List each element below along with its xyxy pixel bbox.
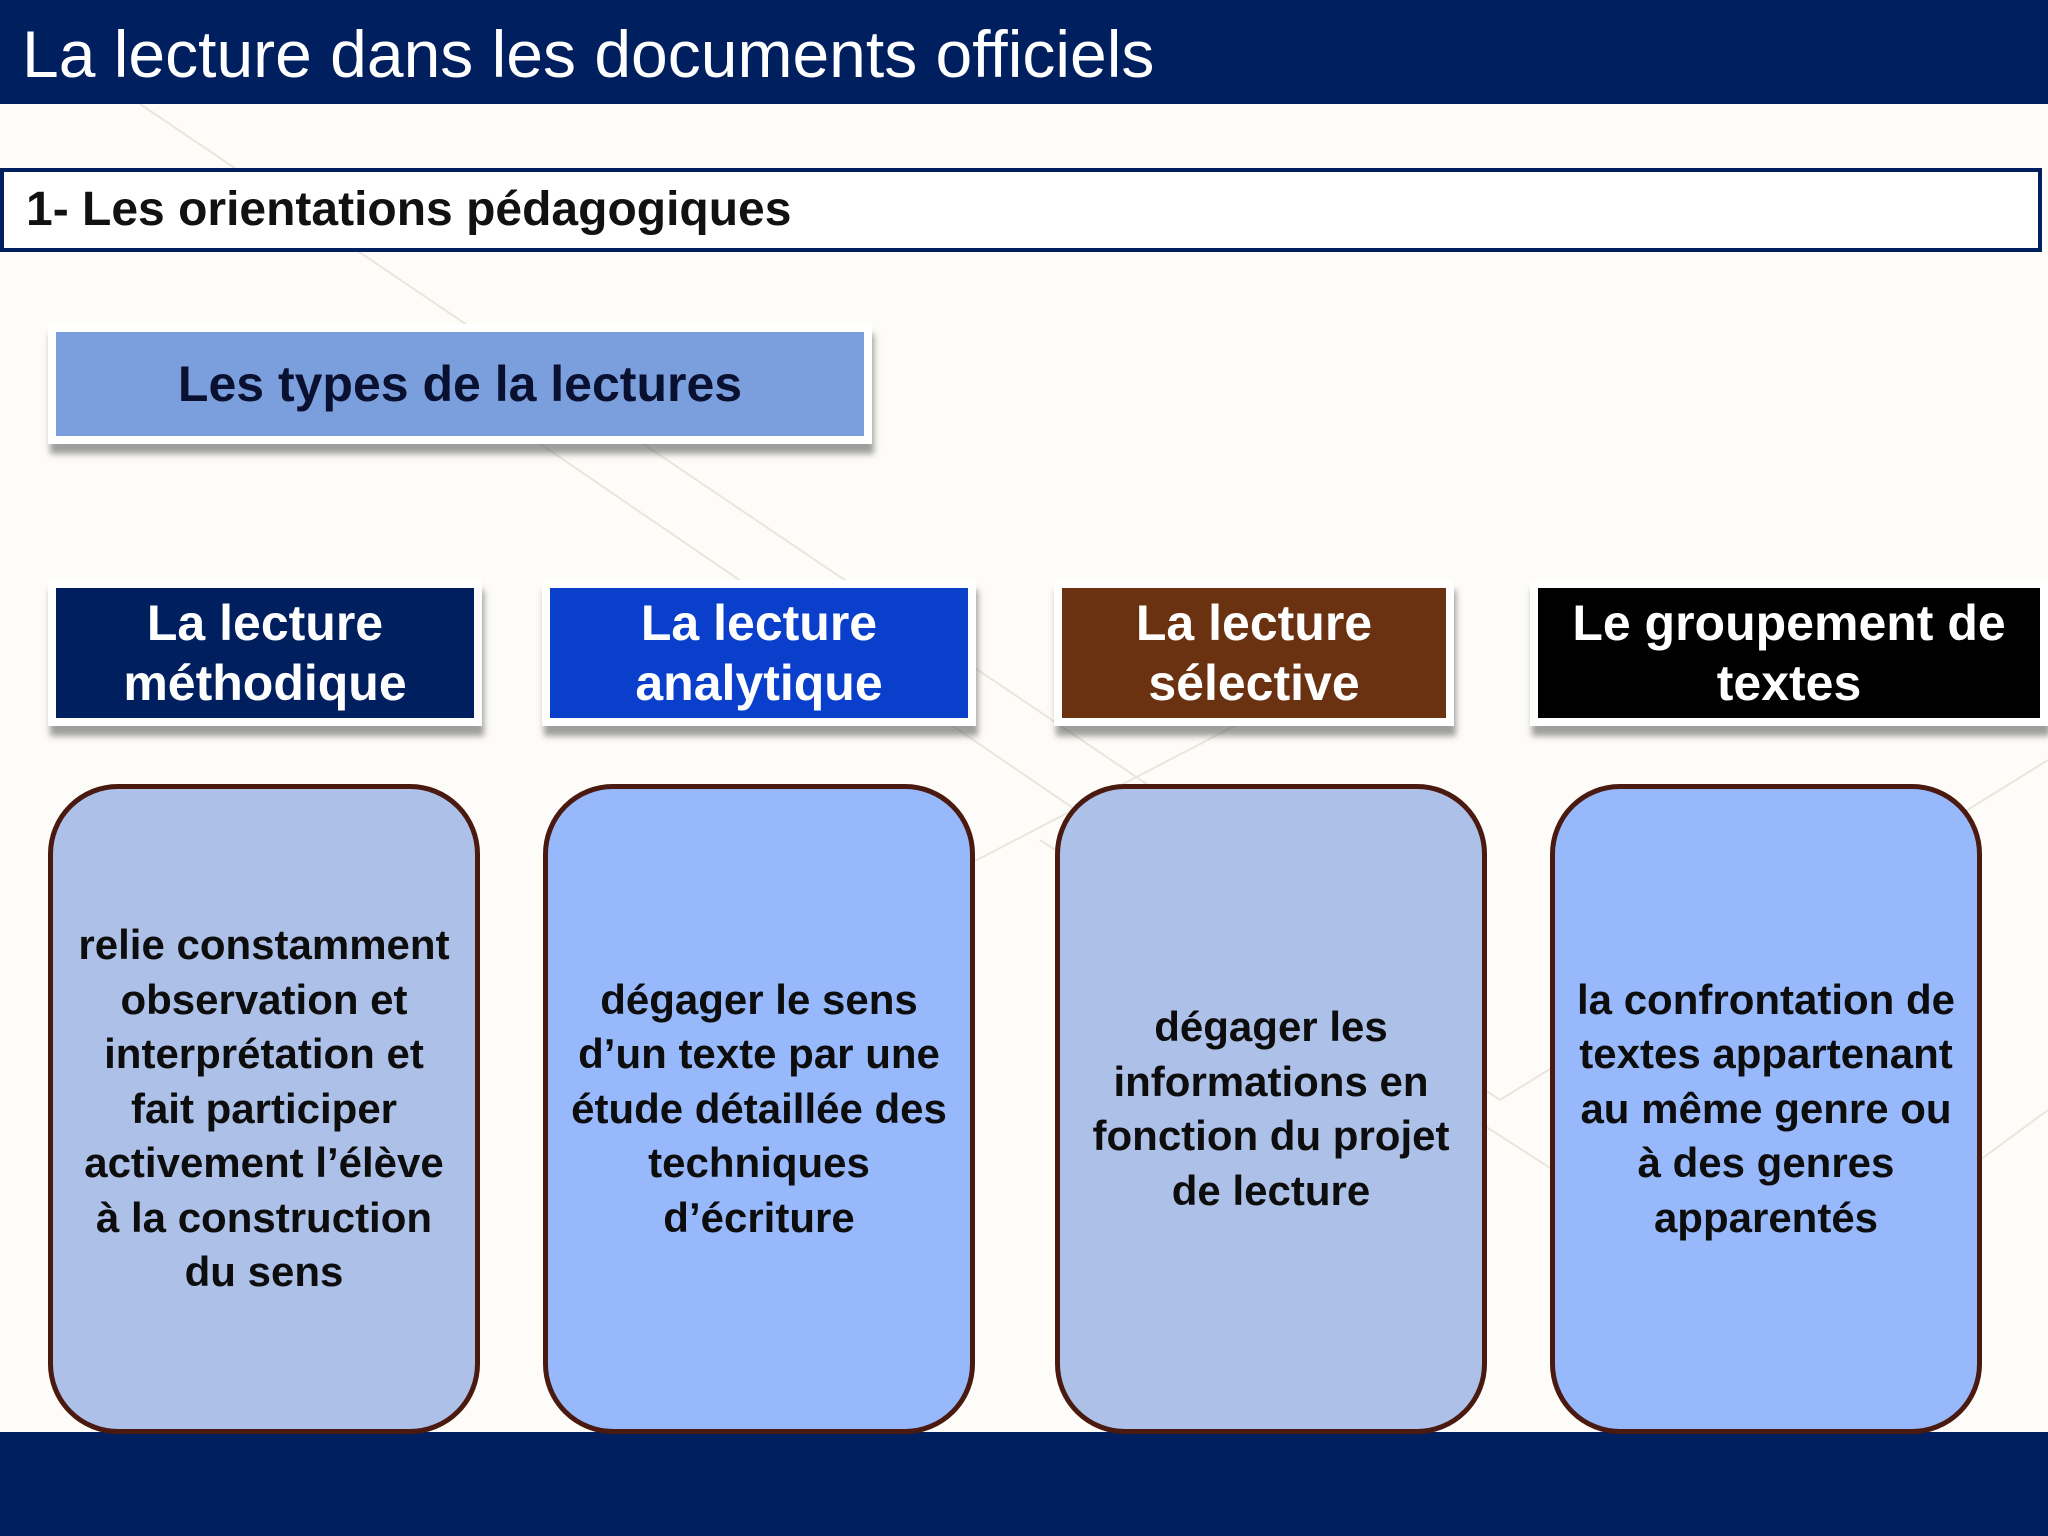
title-bar (0, 0, 2048, 104)
footer-bar (0, 1432, 2048, 1536)
description-lecture-selective (1055, 784, 1487, 1434)
header-lecture-selective (1054, 580, 1454, 726)
description-lecture-analytique (543, 784, 975, 1434)
header-label: La lecture méthodique (123, 595, 407, 711)
slide-title: La lecture dans les documents officiels (22, 17, 1155, 91)
description-lecture-methodique (48, 784, 480, 1434)
section-heading: 1- Les orientations pédagogiques (26, 183, 792, 236)
header-lecture-methodique (48, 580, 482, 726)
types-heading: Les types de la lectures (177, 356, 743, 412)
description-text: dégager le sens d’un texte par une étude détaillée des techniques d’écriture (571, 975, 947, 1241)
description-text: dégager les informations en fonction du projet de lecture (1092, 1003, 1450, 1214)
types-heading-box (48, 324, 872, 444)
header-label: La lecture sélective (1135, 595, 1373, 711)
description-groupement-de-textes (1550, 784, 1982, 1434)
header-label: Le groupement de textes (1572, 595, 2006, 711)
header-label: La lecture analytique (635, 595, 883, 711)
header-groupement-de-textes (1530, 580, 2048, 726)
header-lecture-analytique (542, 580, 976, 726)
description-text: la confrontation de textes appartenant au même genre ou à des genres apparentés (1577, 975, 1955, 1241)
section-heading-bar (0, 168, 2042, 252)
description-text: relie constamment observation et interprétation et fait participer activement l’élève à la construction du sens (78, 921, 450, 1296)
